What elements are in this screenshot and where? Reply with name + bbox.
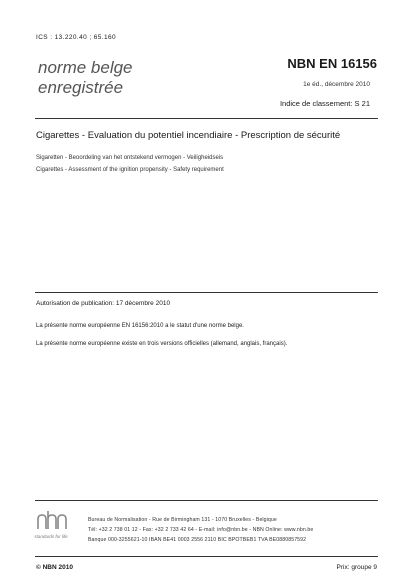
address-line-2: Tél: +32 2 738 01 12 - Fax: +32 2 733 42 64 - E-mail: info@nbn.be - NBN Online: www.nbn.be	[88, 527, 314, 533]
address-line-3: Banque 000-3255621-10 IBAN BE41 0003 2556 2110 BIC BPOTBEB1 TVA BE0880857592	[88, 537, 307, 543]
brand-line-2: enregistrée	[38, 78, 124, 97]
ics-code: ICS : 13.220.40 ; 65.160	[36, 34, 117, 41]
price-group: Prix: groupe 9	[336, 564, 377, 571]
official-versions-statement: La présente norme européenne existe en trois versions officielles (allemand, anglais, français).	[36, 341, 288, 347]
standard-number: NBN EN 16156	[287, 56, 377, 71]
nbn-logo	[34, 507, 68, 543]
copyright: © NBN 2010	[36, 564, 73, 571]
title-dutch: Sigaretten - Beoordeling van het ontstekend vermogen - Veiligheidseis	[36, 155, 224, 161]
brand-line-1: norme belge	[38, 58, 133, 77]
nbn-logo-icon	[34, 507, 68, 543]
address-line-1: Bureau de Normalisation - Rue de Birmingham 131 - 1070 Bruxelles - Belgique	[88, 517, 277, 523]
title-english: Cigarettes - Assessment of the ignition propensity - Safety requirement	[36, 167, 224, 173]
middle-divider	[35, 292, 378, 293]
bottom-divider	[35, 500, 378, 501]
title-french: Cigarettes - Evaluation du potentiel incendiaire - Prescription de sécurité	[36, 130, 341, 141]
publication-authorization: Autorisation de publication: 17 décembre 2010	[36, 300, 171, 307]
footer-divider	[35, 556, 378, 557]
edition-date: 1e éd., décembre 2010	[303, 81, 370, 88]
belgian-status-statement: La présente norme européenne EN 16156:2010 a le statut d'une norme belge.	[36, 323, 244, 329]
logo-caption: standards for life	[34, 534, 68, 539]
top-divider	[35, 118, 378, 119]
classification-index: Indice de classement: S 21	[279, 99, 370, 108]
